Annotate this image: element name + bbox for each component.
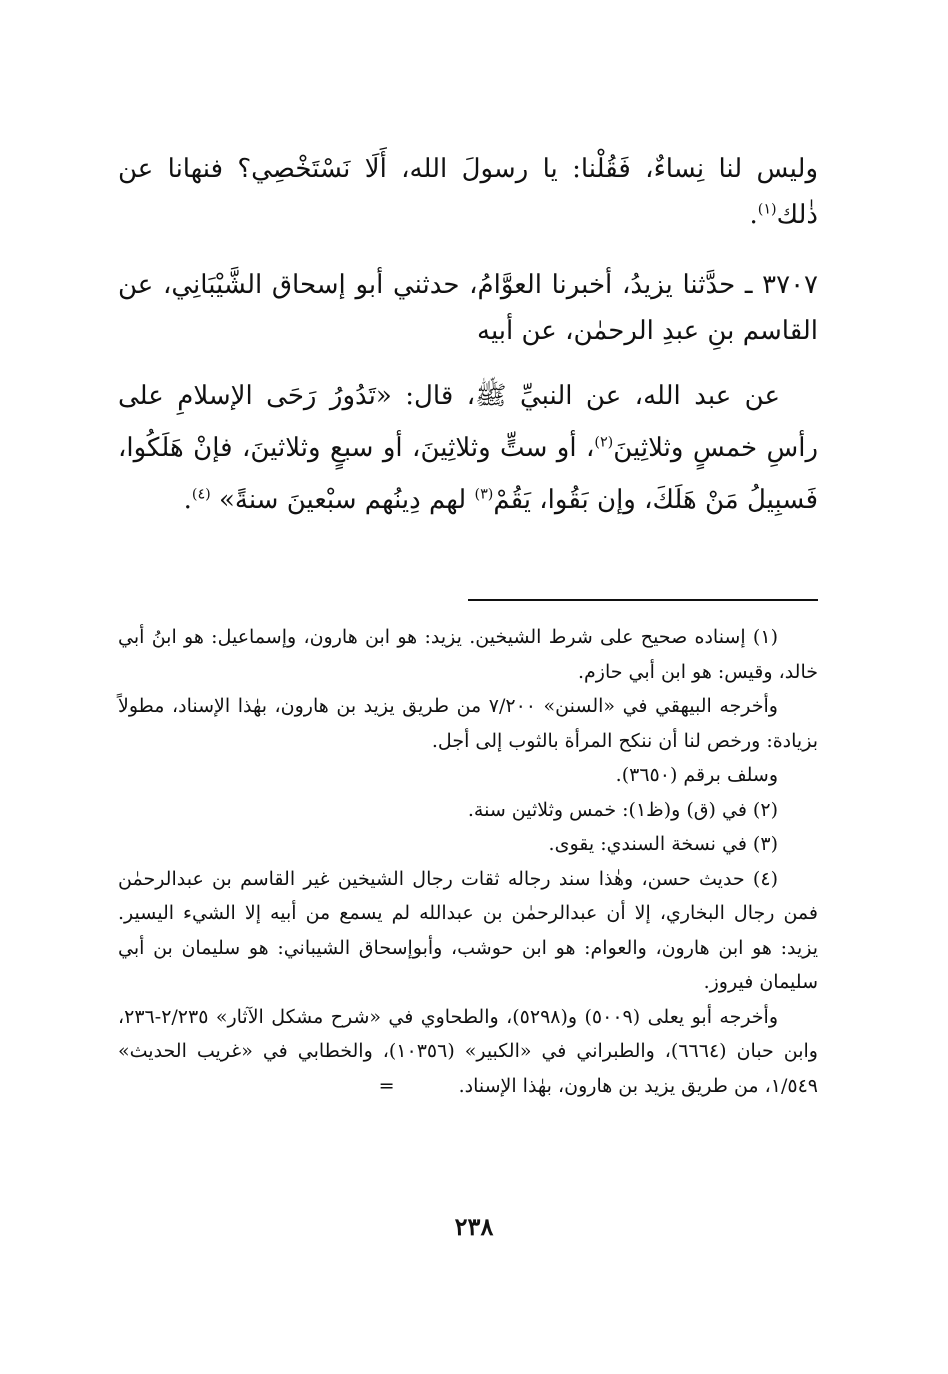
hadith-3707-isnad: [118, 262, 818, 354]
paragraph-continuation: [118, 146, 818, 238]
footnote-ref-2[interactable]: (٢): [594, 434, 614, 451]
continuation-mark: =: [378, 1074, 395, 1097]
footnote-4-takhrij: وأخرجه أبو يعلى (٥٠٠٩) و(٥٢٩٨)، والطحاوي في «شرح مشكل الآثار» ٢/٢٣٥-٢٣٦، وابن حبان (٦٦٦٤)، والطبراني في «الكبير» (١٠٣٥٦)، والخطابي في «غريب الحديث» ١/٥٤٩، من طريق يزيد بن هارون، بهٰذا الإسناد.: [118, 1005, 818, 1097]
matn-part-3: لهم دِينُهم سبْعينَ سنةً»: [218, 485, 475, 515]
footnote-1-cross-ref: وسلف برقم (٣٦٥٠).: [615, 764, 778, 786]
footnote-divider: [468, 599, 818, 601]
isnad-text: ٣٧٠٧ ـ حدَّثنا يزيدُ، أخبرنا العوَّامُ، حدثني أبو إسحاق الشَّيْبَانِي، عن القاسم بنِ عبدِ الرحمٰن، عن أبيه: [118, 270, 818, 346]
footnote-1: (١) إسناده صحيح على شرط الشيخين. يزيد: هو ابن هارون، وإسماعيل: هو ابنُ أبي خالد، وقيس: هو ابن أبي حازم.: [118, 626, 818, 683]
paragraph-text: وليس لنا نِساءٌ، فَقُلْنا: يا رسولَ الله، أَلَا نَسْتَخْصِي؟ فنهانا عن ذٰلك: [118, 154, 818, 230]
page-number: ٢٣٨: [454, 1212, 494, 1241]
matn-end: .: [183, 485, 192, 515]
footnote-ref-4[interactable]: (٤): [191, 486, 211, 503]
footnote-ref-3[interactable]: (٣): [474, 486, 494, 503]
footnote-1-takhrij: وأخرجه البيهقي في «السنن» ٧/٢٠٠ من طريق يزيد بن هارون، بهٰذا الإسناد، مطولاً بزيادة: ورخص لنا أن ننكح المرأة بالثوب إلى أجل.: [118, 695, 818, 752]
paragraph-end: .: [749, 200, 758, 230]
matn-part-2: ، أو ستٍّ وثلاثِينَ، أو سبعٍ وثلاثينَ، فإنْ هَلَكُوا، فَسبِيلُ مَنْ هَلَكَ، وإن بَقُوا، يَقُمْ: [118, 433, 818, 515]
footnotes: [118, 620, 818, 1103]
footnote-3: (٣) في نسخة السندي: يقوى.: [548, 833, 778, 855]
footnote-2: (٢) في (ق) و(ظ١): خمس وثلاثين سنة.: [467, 798, 778, 821]
footnote-4: (٤) حديث حسن، وهٰذا سند رجاله ثقات رجال الشيخين غير القاسم بن عبدالرحمٰن فمن رجال البخاري، إلا أن عبدالرحمٰن بن عبدالله لم يسمع من أبيه إلا الشيء اليسير. يزيد: هو ابن هارون، والعوام: هو ابن حوشب، وأبوإسحاق الشيباني: هو سليمان بن أبي سليمان فيروز.: [118, 867, 818, 993]
footnote-ref-1[interactable]: (١): [757, 201, 777, 218]
matn-part-1: عن عبد الله، عن النبيِّ ﷺ، قال: «تَدُورُ رَحَى الإسلامِ على رأسِ خمسٍ وثلاثِينَ: [118, 381, 818, 463]
hadith-3707-matn: [118, 370, 818, 526]
